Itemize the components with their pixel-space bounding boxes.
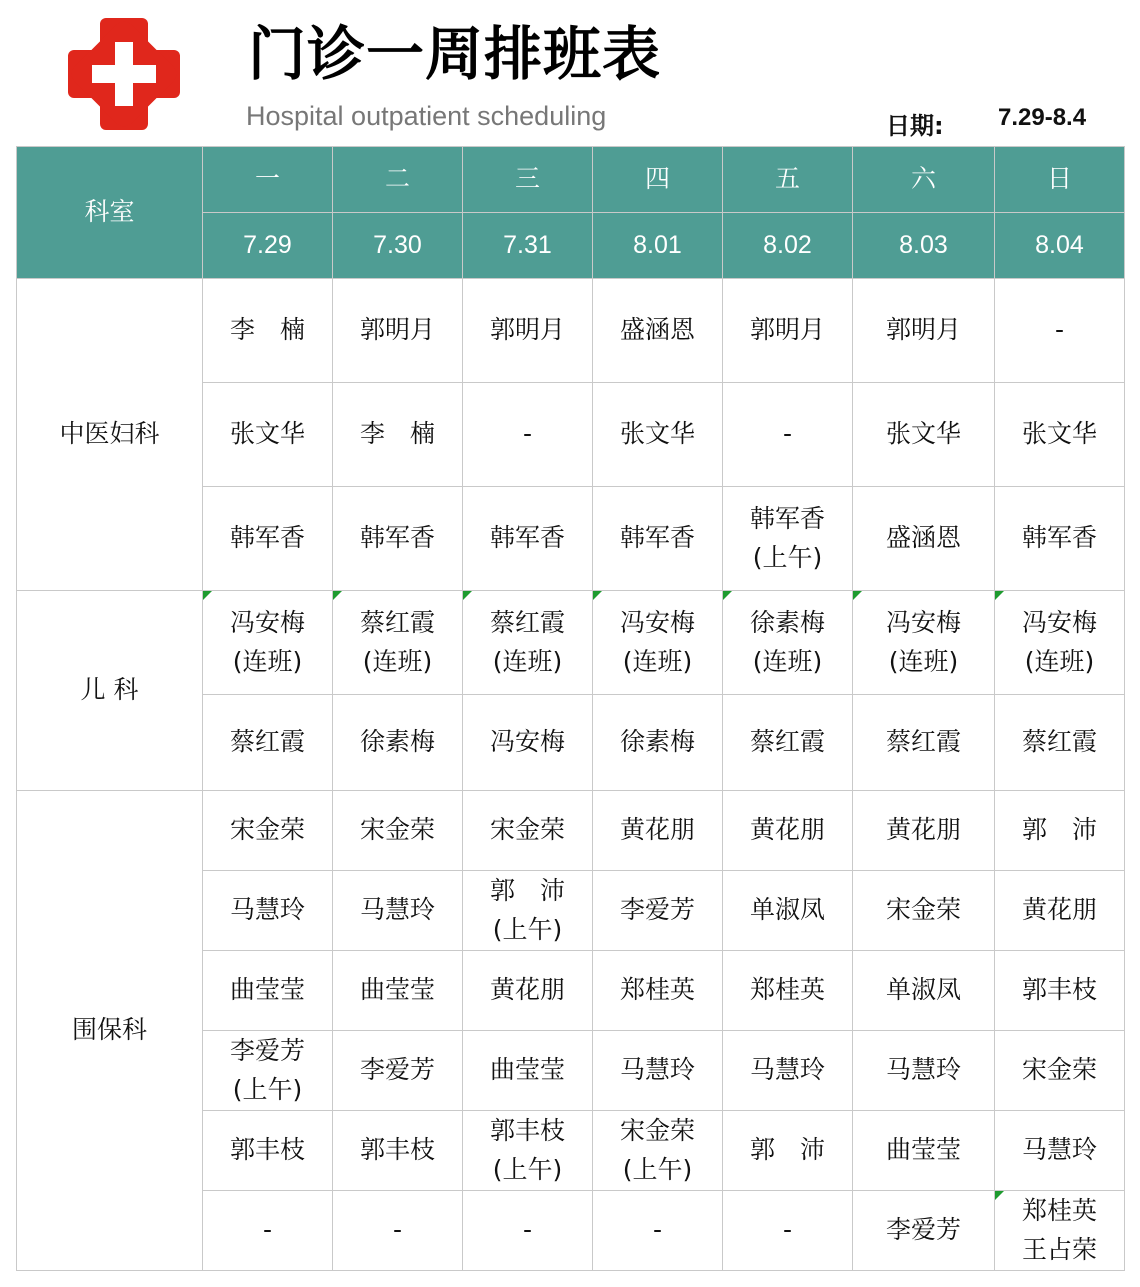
schedule-cell bbox=[853, 1111, 995, 1191]
page-subtitle: Hospital outpatient scheduling bbox=[246, 101, 607, 131]
staff-name: 张文华 bbox=[619, 419, 695, 449]
schedule-cell bbox=[853, 871, 995, 951]
staff-name: 冯安梅 (连班) bbox=[229, 607, 305, 676]
schedule-cell bbox=[723, 1031, 853, 1111]
schedule-cell bbox=[995, 1111, 1125, 1191]
staff-name: 徐素梅 bbox=[359, 727, 435, 757]
staff-name: 宋金荣 bbox=[1021, 1055, 1097, 1085]
staff-name: - bbox=[782, 1215, 793, 1245]
staff-name: 蔡红霞 bbox=[885, 727, 961, 757]
table-row bbox=[17, 591, 1125, 695]
staff-name: 郭 沛 bbox=[749, 1135, 825, 1165]
staff-name: 冯安梅 (连班) bbox=[619, 607, 695, 676]
staff-name: 李 楠 bbox=[229, 315, 305, 345]
cell-comment-marker bbox=[995, 1191, 1004, 1200]
staff-name: 单淑凤 bbox=[885, 975, 961, 1005]
schedule-cell bbox=[995, 951, 1125, 1031]
date-header: 7.31 bbox=[463, 213, 593, 279]
schedule-cell bbox=[995, 279, 1125, 383]
staff-name: 宋金荣 bbox=[885, 895, 961, 925]
cell-comment-marker bbox=[995, 591, 1004, 600]
schedule-cell bbox=[203, 487, 333, 591]
cell-comment-marker bbox=[853, 591, 862, 600]
schedule-cell bbox=[723, 591, 853, 695]
staff-name: - bbox=[782, 419, 793, 449]
schedule-cell bbox=[593, 1031, 723, 1111]
schedule-cell bbox=[203, 1111, 333, 1191]
schedule-cell bbox=[203, 1031, 333, 1111]
department-column-header: 科室 bbox=[17, 147, 203, 279]
schedule-cell bbox=[203, 279, 333, 383]
staff-name: 马慧玲 bbox=[619, 1055, 695, 1085]
staff-name: 宋金荣 (上午) bbox=[619, 1115, 695, 1184]
schedule-cell bbox=[463, 1191, 593, 1271]
schedule-cell bbox=[593, 591, 723, 695]
staff-name: 韩军香 bbox=[359, 523, 435, 553]
staff-name: - bbox=[392, 1215, 403, 1245]
schedule-cell bbox=[203, 695, 333, 791]
schedule-cell bbox=[853, 383, 995, 487]
staff-name: 黄花朋 bbox=[885, 815, 961, 845]
staff-name: 郭丰枝 bbox=[359, 1135, 435, 1165]
schedule-cell bbox=[593, 1191, 723, 1271]
cell-comment-marker bbox=[463, 591, 472, 600]
schedule-cell bbox=[463, 1031, 593, 1111]
schedule-cell bbox=[723, 951, 853, 1031]
schedule-cell bbox=[723, 791, 853, 871]
schedule-cell bbox=[203, 791, 333, 871]
schedule-cell bbox=[203, 871, 333, 951]
schedule-cell bbox=[723, 1111, 853, 1191]
staff-name: 李爱芳 bbox=[619, 895, 695, 925]
table-body bbox=[17, 279, 1125, 1271]
staff-name: 李爱芳 bbox=[885, 1215, 961, 1245]
staff-name: 郭丰枝 bbox=[229, 1135, 305, 1165]
schedule-cell bbox=[333, 871, 463, 951]
staff-name: - bbox=[522, 1215, 533, 1245]
schedule-cell bbox=[463, 383, 593, 487]
schedule-cell bbox=[853, 1031, 995, 1111]
staff-name: 郭明月 bbox=[885, 315, 961, 345]
staff-name: 韩军香 bbox=[229, 523, 305, 553]
staff-name: 韩军香 (上午) bbox=[749, 503, 825, 572]
staff-name: - bbox=[652, 1215, 663, 1245]
staff-name: 韩军香 bbox=[489, 523, 565, 553]
staff-name: 张文华 bbox=[885, 419, 961, 449]
staff-name: 蔡红霞 bbox=[749, 727, 825, 757]
schedule-cell bbox=[593, 487, 723, 591]
date-header: 8.03 bbox=[853, 213, 995, 279]
schedule-cell bbox=[333, 487, 463, 591]
staff-name: 张文华 bbox=[1021, 419, 1097, 449]
schedule-cell bbox=[995, 383, 1125, 487]
cell-comment-marker bbox=[723, 591, 732, 600]
schedule-cell bbox=[463, 1111, 593, 1191]
schedule-cell bbox=[463, 591, 593, 695]
schedule-cell bbox=[333, 591, 463, 695]
schedule-cell bbox=[593, 791, 723, 871]
staff-name: 郑桂英 bbox=[619, 975, 695, 1005]
staff-name: 郭丰枝 (上午) bbox=[489, 1115, 565, 1184]
schedule-cell bbox=[593, 871, 723, 951]
schedule-cell bbox=[333, 1191, 463, 1271]
date-header: 7.29 bbox=[203, 213, 333, 279]
schedule-cell bbox=[853, 951, 995, 1031]
staff-name: 宋金荣 bbox=[359, 815, 435, 845]
staff-name: 徐素梅 bbox=[619, 727, 695, 757]
staff-name: 李爱芳 bbox=[359, 1055, 435, 1085]
staff-name: 黄花朋 bbox=[1021, 895, 1097, 925]
table-row bbox=[17, 279, 1125, 383]
date-value: 7.29-8.4 bbox=[998, 104, 1087, 131]
weekday-header: 五 bbox=[723, 147, 853, 213]
cell-comment-marker bbox=[203, 591, 212, 600]
schedule-cell bbox=[723, 695, 853, 791]
weekday-header: 四 bbox=[593, 147, 723, 213]
staff-name: 郭 沛 bbox=[1021, 815, 1097, 845]
schedule-cell bbox=[463, 487, 593, 591]
schedule-cell bbox=[853, 1191, 995, 1271]
staff-name: 蔡红霞 (连班) bbox=[359, 607, 435, 676]
schedule-cell bbox=[853, 695, 995, 791]
schedule-cell bbox=[333, 791, 463, 871]
page-header bbox=[0, 0, 1140, 146]
department-name: 儿 科 bbox=[17, 591, 203, 791]
schedule-cell bbox=[723, 871, 853, 951]
department-name: 中医妇科 bbox=[17, 279, 203, 591]
staff-name: 宋金荣 bbox=[489, 815, 565, 845]
weekday-header: 六 bbox=[853, 147, 995, 213]
staff-name: 曲莹莹 bbox=[359, 975, 435, 1005]
schedule-cell bbox=[333, 383, 463, 487]
date-header: 8.01 bbox=[593, 213, 723, 279]
staff-name: 单淑凤 bbox=[749, 895, 825, 925]
page-title: 门诊一周排班表 bbox=[248, 20, 662, 88]
schedule-table bbox=[16, 146, 1125, 1271]
staff-name: 李爱芳 (上午) bbox=[229, 1035, 305, 1104]
staff-name: 蔡红霞 bbox=[1021, 727, 1097, 757]
schedule-cell bbox=[995, 791, 1125, 871]
staff-name: 徐素梅 (连班) bbox=[749, 607, 825, 676]
schedule-cell bbox=[995, 487, 1125, 591]
staff-name: 郑桂英 王占荣 bbox=[1021, 1195, 1097, 1264]
staff-name: 曲莹莹 bbox=[885, 1135, 961, 1165]
schedule-cell bbox=[853, 279, 995, 383]
cell-comment-marker bbox=[593, 591, 602, 600]
schedule-cell bbox=[463, 871, 593, 951]
staff-name: 郭 沛 (上午) bbox=[489, 875, 565, 944]
schedule-cell bbox=[463, 791, 593, 871]
schedule-cell bbox=[333, 695, 463, 791]
staff-name: 黄花朋 bbox=[619, 815, 695, 845]
schedule-cell bbox=[463, 279, 593, 383]
staff-name: 蔡红霞 bbox=[229, 727, 305, 757]
table-row bbox=[17, 791, 1125, 871]
staff-name: 马慧玲 bbox=[229, 895, 305, 925]
table-header bbox=[17, 147, 1125, 279]
staff-name: 冯安梅 (连班) bbox=[1021, 607, 1097, 676]
schedule-cell bbox=[203, 383, 333, 487]
weekday-header: 二 bbox=[333, 147, 463, 213]
schedule-cell bbox=[995, 1031, 1125, 1111]
schedule-cell bbox=[723, 383, 853, 487]
schedule-cell bbox=[853, 591, 995, 695]
schedule-cell bbox=[995, 591, 1125, 695]
schedule-cell bbox=[723, 279, 853, 383]
schedule-cell bbox=[723, 487, 853, 591]
schedule-cell bbox=[723, 1191, 853, 1271]
staff-name: 郭明月 bbox=[359, 315, 435, 345]
staff-name: 曲莹莹 bbox=[489, 1055, 565, 1085]
staff-name: 郭明月 bbox=[749, 315, 825, 345]
schedule-cell bbox=[853, 487, 995, 591]
schedule-cell bbox=[203, 951, 333, 1031]
staff-name: 马慧玲 bbox=[359, 895, 435, 925]
schedule-cell bbox=[203, 591, 333, 695]
weekday-header: 日 bbox=[995, 147, 1125, 213]
staff-name: 蔡红霞 (连班) bbox=[489, 607, 565, 676]
weekday-header: 三 bbox=[463, 147, 593, 213]
schedule-cell bbox=[333, 1031, 463, 1111]
staff-name: 曲莹莹 bbox=[229, 975, 305, 1005]
date-label: 日期: bbox=[886, 112, 944, 140]
staff-name: 盛涵恩 bbox=[885, 523, 961, 553]
schedule-cell bbox=[593, 695, 723, 791]
schedule-cell bbox=[333, 951, 463, 1031]
cell-comment-marker bbox=[333, 591, 342, 600]
schedule-cell bbox=[995, 871, 1125, 951]
schedule-cell bbox=[593, 383, 723, 487]
date-header: 8.02 bbox=[723, 213, 853, 279]
staff-name: 盛涵恩 bbox=[619, 315, 695, 345]
schedule-cell bbox=[593, 279, 723, 383]
staff-name: - bbox=[522, 419, 533, 449]
schedule-cell bbox=[995, 695, 1125, 791]
staff-name: 冯安梅 bbox=[489, 727, 565, 757]
schedule-cell bbox=[853, 791, 995, 871]
staff-name: 马慧玲 bbox=[885, 1055, 961, 1085]
red-cross-logo-icon bbox=[64, 14, 184, 134]
staff-name: 郑桂英 bbox=[749, 975, 825, 1005]
staff-name: - bbox=[1054, 315, 1065, 345]
schedule-cell bbox=[593, 1111, 723, 1191]
staff-name: 韩军香 bbox=[1021, 523, 1097, 553]
staff-name: - bbox=[262, 1215, 273, 1245]
date-header: 7.30 bbox=[333, 213, 463, 279]
staff-name: 马慧玲 bbox=[1021, 1135, 1097, 1165]
staff-name: 郭丰枝 bbox=[1021, 975, 1097, 1005]
staff-name: 宋金荣 bbox=[229, 815, 305, 845]
staff-name: 黄花朋 bbox=[749, 815, 825, 845]
schedule-cell bbox=[333, 1111, 463, 1191]
schedule-cell bbox=[463, 695, 593, 791]
schedule-cell bbox=[593, 951, 723, 1031]
weekday-header: 一 bbox=[203, 147, 333, 213]
staff-name: 黄花朋 bbox=[489, 975, 565, 1005]
staff-name: 冯安梅 (连班) bbox=[885, 607, 961, 676]
schedule-cell bbox=[333, 279, 463, 383]
schedule-cell bbox=[203, 1191, 333, 1271]
staff-name: 马慧玲 bbox=[749, 1055, 825, 1085]
department-name: 围保科 bbox=[17, 791, 203, 1271]
schedule-cell bbox=[463, 951, 593, 1031]
schedule-cell bbox=[995, 1191, 1125, 1271]
staff-name: 郭明月 bbox=[489, 315, 565, 345]
staff-name: 张文华 bbox=[229, 419, 305, 449]
date-header: 8.04 bbox=[995, 213, 1125, 279]
staff-name: 李 楠 bbox=[359, 419, 435, 449]
staff-name: 韩军香 bbox=[619, 523, 695, 553]
